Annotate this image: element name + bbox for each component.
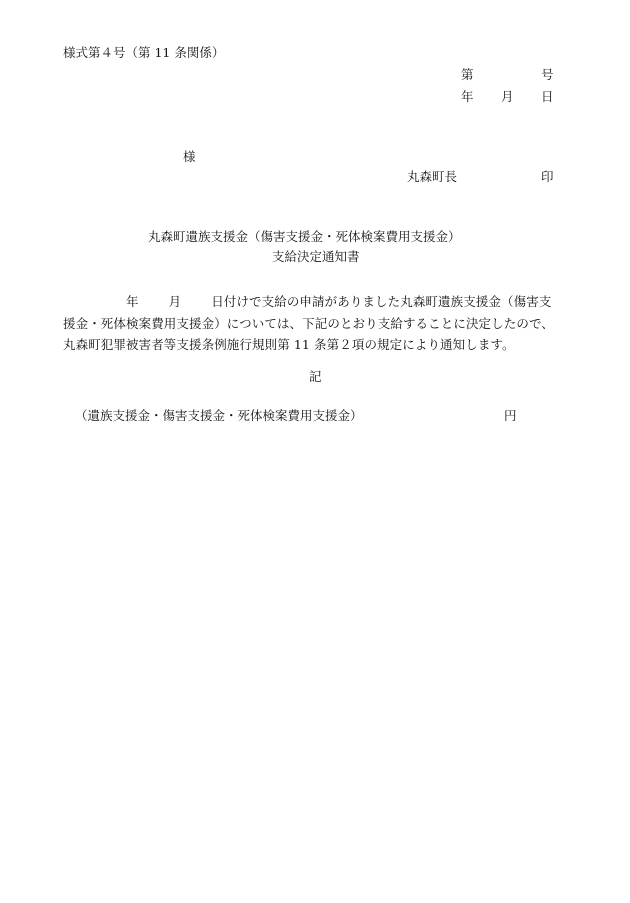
sender-title: 丸森町長	[407, 169, 458, 184]
document-title-line1: 丸森町遺族支援金（傷害支援金・死体検案費用支援金）	[148, 229, 461, 244]
body-line-1	[63, 291, 583, 313]
body-line-3: 丸森町犯罪被害者等支援条例施行規則第 11 条第２項の規定により通知します。	[63, 337, 515, 352]
notification-body	[63, 291, 583, 356]
document-number-suffix: 号	[541, 67, 554, 82]
date-month: 月	[501, 89, 514, 104]
recipient-honorific: 様	[183, 149, 196, 164]
ki-heading: 記	[309, 369, 322, 384]
body-month: 月	[168, 294, 182, 309]
date-year: 年	[461, 89, 474, 104]
form-label: 様式第４号（第 11 条関係）	[63, 45, 225, 60]
body-line-1-text: 日付けで支給の申請がありました丸森町遺族支援金（傷害支	[211, 294, 552, 309]
body-year: 年	[126, 294, 139, 309]
date-day: 日	[541, 89, 554, 104]
document-title-line2: 支給決定通知書	[272, 249, 360, 264]
amount-unit: 円	[504, 408, 517, 423]
document-number-prefix: 第	[461, 67, 474, 82]
body-line-2: 援金・死体検案費用支援金）については、下記のとおり支給することに決定したので、	[63, 315, 554, 331]
seal-mark: 印	[541, 169, 554, 184]
amount-label: （遺族支援金・傷害支援金・死体検案費用支援金）	[75, 408, 363, 423]
